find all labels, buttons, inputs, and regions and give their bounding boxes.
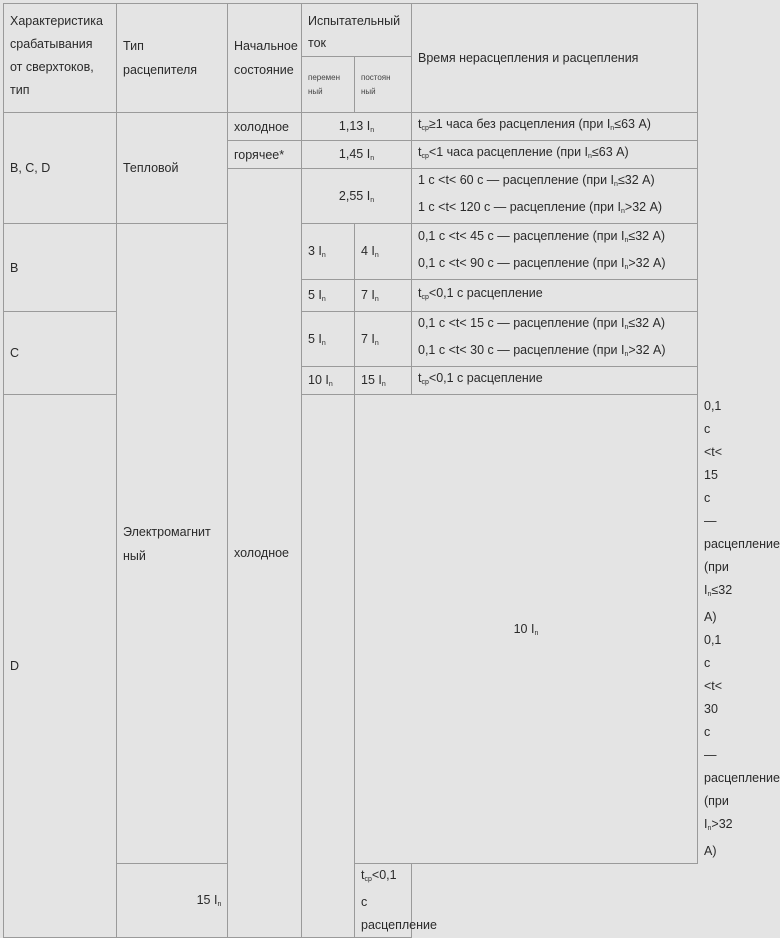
test-current-dc: 15 $I_n$ xyxy=(355,367,412,395)
test-current-dc: 4 $I_n$ xyxy=(355,224,412,280)
state-hot: горячее* xyxy=(228,141,302,169)
header-test-current-dc: постоян ный xyxy=(355,57,412,113)
time-cell: $t_{ср}\ge 1$ часа без расцепления (при $I_n\le 63$ А) xyxy=(412,113,698,141)
type-bcd: B, C, D xyxy=(4,113,117,224)
tripping-characteristics-table: Характеристика срабатывания от сверхтоков, тип Тип расцепителя Начальное состояние Испытательный ток Время нерасцепления и расцепления перемен ный постоян ный B, C, D Тепловой холодное 1,13 $I_n$ $t_{ср}\ge 1$ часа без расцепления (при $I_n\le 63$ А) горячее* 1,45 $I_n$ $t_{ср}<1$ часа расцепление (при $I_n\le 63$ А) холодное 2,55 $I_n$ 1 с <t< 60 с — расцепление (при $I_n\le 32$ А) 1 с <t< 120 с — расцепление (при $I_n>32$ А) B Электромагнит ный 3 $I_n$ 4 $I_n$ 0,1 с <t< 45 с — расцепление (при $I_n\le 32$ А) 0,1 с <t< 90 с — расцепление (при $I_n>32$ А) 5 $I_n$ 7 $I_n$ $t_{ср}<0,1$ с расцепление C 5 $I_n$ 7 $I_n$ 0,1 с <t< 15 с — расцепление (при $I_n\le 32$ А) 0,1 с <t< 30 с — расцепление (при $I_n>32$ А) 10 $I_n$ 15 $I_n$ $t_{ср}<0,1$ с расцепление D 10 $I_n$ 0,1 с <t< 15 с — расцепление (при $I_n\le 32$ А) 0,1 с <t< 30 с — расцепление (при $I_n>32$ А) 15 $I_n$ $t_{ср}<0,1$ с расцепление xyxy=(3,3,698,938)
test-current-cell: 2,55 $I_n$ xyxy=(302,169,412,224)
type-b: B xyxy=(4,224,117,312)
header-characteristic: Характеристика срабатывания от сверхтоков, тип xyxy=(4,4,117,113)
header-initial-state: Начальное состояние xyxy=(228,4,302,113)
test-current-cell: 15 $I_n$ xyxy=(117,864,302,938)
release-electromagnetic-d xyxy=(302,395,355,938)
test-current-ac: 10 $I_n$ xyxy=(302,367,355,395)
test-current-cell: 1,13 $I_n$ xyxy=(302,113,412,141)
time-cell: 1 с <t< 60 с — расцепление (при $I_n\le 32$ А) 1 с <t< 120 с — расцепление (при $I_n>32$ А) xyxy=(412,169,698,224)
header-test-current-ac: перемен ный xyxy=(302,57,355,113)
time-cell: $t_{ср}<0,1$ с расцепление xyxy=(412,367,698,395)
release-electromagnetic: Электромагнит ный xyxy=(117,224,228,864)
test-current-cell: 10 $I_n$ xyxy=(355,395,698,864)
test-current-ac: 5 $I_n$ xyxy=(302,312,355,367)
time-cell: $t_{ср}<0,1$ с расцепление xyxy=(412,280,698,312)
time-cell: 0,1 с <t< 45 с — расцепление (при $I_n\le 32$ А) 0,1 с <t< 90 с — расцепление (при $I_n>32$ А) xyxy=(412,224,698,280)
type-c: C xyxy=(4,312,117,395)
time-cell: $t_{ср}<1$ часа расцепление (при $I_n\le 63$ А) xyxy=(412,141,698,169)
time-cell: $t_{ср}<0,1$ с расцепление xyxy=(355,864,412,938)
header-time: Время нерасцепления и расцепления xyxy=(412,4,698,113)
release-thermal: Тепловой xyxy=(117,113,228,224)
header-test-current: Испытательный ток xyxy=(302,4,412,57)
test-current-cell: 1,45 $I_n$ xyxy=(302,141,412,169)
type-d: D xyxy=(4,395,117,938)
time-cell: 0,1 с <t< 15 с — расцепление (при $I_n\le 32$ А) 0,1 с <t< 30 с — расцепление (при $I_n>32$ А) xyxy=(412,312,698,367)
test-current-ac: 3 $I_n$ xyxy=(302,224,355,280)
header-release-type: Тип расцепителя xyxy=(117,4,228,113)
test-current-ac: 5 $I_n$ xyxy=(302,280,355,312)
test-current-dc: 7 $I_n$ xyxy=(355,312,412,367)
state-cold: холодное xyxy=(228,113,302,141)
state-cold: холодное xyxy=(228,169,302,938)
test-current-dc: 7 $I_n$ xyxy=(355,280,412,312)
